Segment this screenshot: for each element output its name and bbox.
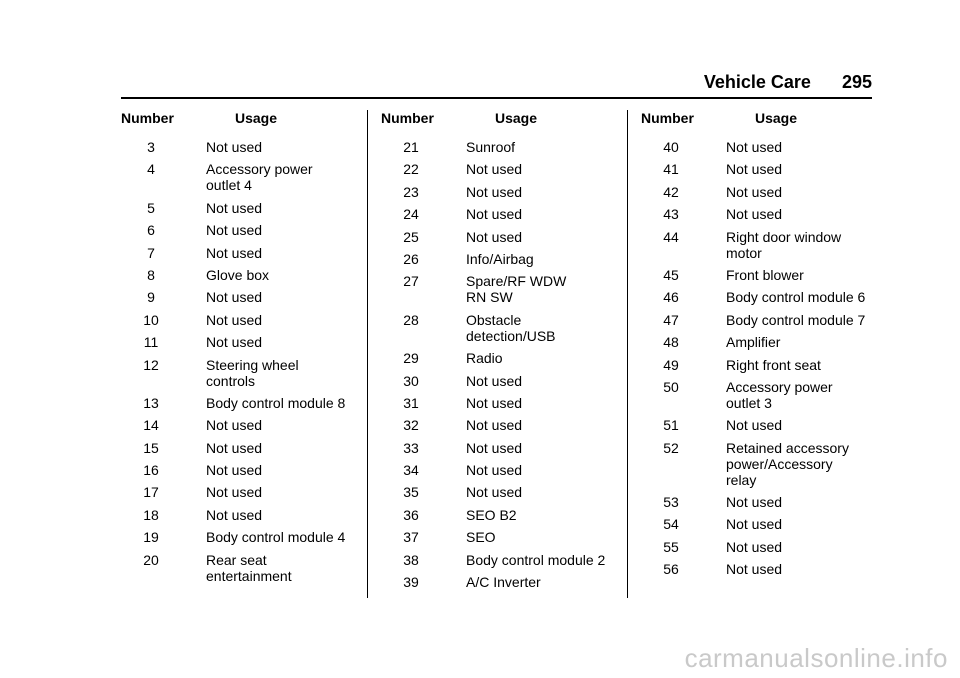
table-row	[121, 462, 369, 478]
fuse-number: 3	[147, 139, 155, 155]
fuse-number: 14	[143, 417, 159, 434]
table-row	[381, 484, 629, 500]
fuse-usage: Not used	[466, 228, 523, 245]
fuse-usage: Glove box	[206, 266, 270, 283]
fuse-number: 43	[663, 206, 679, 223]
fuse-usage: Not used	[206, 462, 263, 479]
table-row	[641, 494, 889, 510]
fuse-usage: Steering wheel controls	[206, 356, 299, 389]
table-row	[641, 161, 889, 177]
fuse-number: 45	[663, 266, 679, 283]
fuse-usage: Not used	[466, 206, 523, 223]
page-number: 295	[841, 72, 872, 92]
fuse-number: 36	[403, 506, 419, 523]
fuse-usage: Info/Airbag	[466, 250, 534, 267]
fuse-usage: Not used	[466, 484, 523, 501]
header-rule	[121, 97, 872, 99]
column-header	[121, 110, 369, 126]
fuse-usage: Amplifier	[726, 334, 781, 351]
section-title: Vehicle Care	[703, 72, 811, 92]
fuse-usage: Body control module 4	[206, 529, 346, 546]
table-row	[641, 516, 889, 532]
number-header: Number	[641, 110, 694, 126]
fuse-number: 44	[663, 228, 679, 245]
table-row	[381, 312, 629, 344]
fuse-usage: Obstacle detection/USB	[466, 311, 556, 344]
fuse-number: 54	[663, 516, 679, 533]
row-list	[381, 139, 629, 590]
table-row	[641, 440, 889, 488]
fuse-usage: Not used	[726, 561, 783, 578]
fuse-usage: Not used	[206, 311, 263, 328]
table-row	[121, 507, 369, 523]
column-header	[381, 110, 629, 126]
fuse-number: 31	[403, 394, 419, 411]
table-row	[641, 184, 889, 200]
fuse-number: 55	[663, 538, 679, 555]
table-row	[121, 334, 369, 350]
fuse-table-column-1	[121, 110, 369, 590]
fuse-usage: Not used	[466, 462, 523, 479]
fuse-table-column-3	[641, 110, 889, 584]
table-row	[121, 289, 369, 305]
fuse-usage: Right door window motor	[726, 228, 842, 261]
fuse-usage: Not used	[726, 183, 783, 200]
fuse-number: 6	[147, 222, 155, 239]
fuse-number: 4	[147, 161, 155, 178]
table-row	[381, 161, 629, 177]
table-row	[121, 395, 369, 411]
fuse-number: 47	[663, 311, 679, 328]
table-row	[381, 417, 629, 433]
fuse-usage: SEO B2	[466, 506, 517, 523]
fuse-number: 11	[143, 334, 159, 351]
fuse-number: 39	[403, 574, 419, 591]
table-row	[641, 206, 889, 222]
fuse-number: 29	[403, 350, 419, 367]
fuse-usage: Not used	[726, 494, 783, 511]
fuse-number: 20	[143, 551, 159, 568]
fuse-number: 23	[403, 183, 419, 200]
fuse-usage: Sunroof	[466, 139, 516, 155]
fuse-number: 27	[403, 273, 419, 290]
fuse-usage: Not used	[726, 161, 783, 178]
table-row	[381, 251, 629, 267]
fuse-number: 52	[663, 439, 679, 456]
table-row	[121, 139, 369, 155]
fuse-number: 40	[663, 139, 679, 155]
fuse-usage: Right front seat	[726, 356, 821, 373]
fuse-number: 30	[403, 372, 419, 389]
number-header: Number	[121, 110, 174, 126]
fuse-number: 16	[143, 462, 159, 479]
fuse-usage: Not used	[206, 439, 263, 456]
fuse-usage: Retained accessory power/Accessory relay	[726, 439, 849, 488]
row-list	[121, 139, 369, 584]
fuse-number: 19	[143, 529, 159, 546]
fuse-usage: Not used	[466, 161, 523, 178]
fuse-usage: Body control module 7	[726, 311, 866, 328]
table-row	[641, 417, 889, 433]
fuse-number: 18	[143, 506, 159, 523]
fuse-number: 41	[663, 161, 679, 178]
number-header: Number	[381, 110, 434, 126]
table-row	[121, 245, 369, 261]
table-row	[121, 222, 369, 238]
fuse-number: 17	[143, 484, 159, 501]
fuse-number: 12	[143, 356, 159, 373]
fuse-usage: Not used	[206, 289, 263, 306]
fuse-number: 28	[403, 311, 419, 328]
fuse-usage: Not used	[726, 139, 783, 155]
fuse-usage: Body control module 8	[206, 394, 346, 411]
table-row	[641, 561, 889, 577]
fuse-usage: Not used	[206, 244, 263, 261]
fuse-usage: Not used	[466, 439, 523, 456]
fuse-usage: Not used	[726, 417, 783, 434]
fuse-number: 33	[403, 439, 419, 456]
fuse-number: 34	[403, 462, 419, 479]
table-row	[381, 273, 629, 305]
fuse-number: 21	[403, 139, 419, 155]
usage-header: Usage	[755, 110, 798, 126]
fuse-number: 32	[403, 417, 419, 434]
row-list	[641, 139, 889, 577]
table-row	[121, 440, 369, 456]
fuse-number: 24	[403, 206, 419, 223]
fuse-number: 15	[143, 439, 159, 456]
table-row	[381, 184, 629, 200]
column-header	[641, 110, 889, 126]
fuse-usage: Not used	[206, 506, 263, 523]
fuse-usage: Not used	[466, 394, 523, 411]
fuse-usage: A/C Inverter	[466, 574, 541, 591]
fuse-usage: Not used	[206, 417, 263, 434]
table-row	[641, 539, 889, 555]
table-row	[381, 507, 629, 523]
fuse-number: 48	[663, 334, 679, 351]
table-row	[381, 529, 629, 545]
table-row	[641, 267, 889, 283]
table-row	[381, 574, 629, 590]
fuse-number: 35	[403, 484, 419, 501]
table-row	[381, 462, 629, 478]
fuse-usage: Accessory power outlet 4	[206, 161, 313, 194]
fuse-usage: Body control module 2	[466, 551, 606, 568]
fuse-usage: Not used	[206, 484, 263, 501]
fuse-usage: Spare/RF WDW RN SW	[466, 273, 567, 306]
fuse-usage: Not used	[466, 417, 523, 434]
fuse-number: 56	[663, 561, 679, 578]
table-row	[121, 417, 369, 433]
table-row	[381, 350, 629, 366]
table-row	[381, 206, 629, 222]
fuse-number: 8	[147, 266, 155, 283]
table-row	[121, 552, 369, 584]
table-row	[641, 312, 889, 328]
fuse-usage: Not used	[466, 183, 523, 200]
table-row	[121, 484, 369, 500]
fuse-usage: Not used	[726, 516, 783, 533]
table-row	[641, 139, 889, 155]
fuse-usage: Not used	[206, 334, 263, 351]
fuse-usage: Body control module 6	[726, 289, 866, 306]
fuse-number: 42	[663, 183, 679, 200]
fuse-number: 50	[663, 378, 679, 395]
fuse-usage: Front blower	[726, 266, 804, 283]
fuse-number: 53	[663, 494, 679, 511]
fuse-number: 49	[663, 356, 679, 373]
table-row	[381, 440, 629, 456]
usage-header: Usage	[235, 110, 278, 126]
fuse-number: 25	[403, 228, 419, 245]
fuse-usage: Rear seat entertainment	[206, 551, 292, 584]
fuse-usage: Not used	[466, 372, 523, 389]
fuse-number: 26	[403, 250, 419, 267]
fuse-usage: Not used	[206, 139, 263, 155]
table-row	[381, 552, 629, 568]
fuse-number: 22	[403, 161, 419, 178]
table-row	[121, 529, 369, 545]
table-row	[641, 334, 889, 350]
table-row	[381, 139, 629, 155]
table-row	[121, 312, 369, 328]
fuse-number: 9	[147, 289, 155, 306]
table-row	[641, 289, 889, 305]
fuse-number: 46	[663, 289, 679, 306]
fuse-usage: SEO	[466, 529, 496, 546]
fuse-usage: Accessory power outlet 3	[726, 378, 833, 411]
fuse-usage: Not used	[206, 199, 263, 216]
table-row	[121, 357, 369, 389]
fuse-usage: Not used	[726, 206, 783, 223]
fuse-number: 51	[663, 417, 679, 434]
fuse-number: 7	[147, 244, 155, 261]
table-row	[641, 229, 889, 261]
table-row	[381, 395, 629, 411]
watermark: carmanualsonline.info	[684, 643, 948, 673]
fuse-table-column-2	[381, 110, 629, 596]
page-header	[704, 71, 872, 93]
table-row	[641, 379, 889, 411]
fuse-number: 5	[147, 199, 155, 216]
fuse-usage: Not used	[206, 222, 263, 239]
table-row	[121, 161, 369, 193]
fuse-number: 13	[143, 394, 159, 411]
table-row	[121, 267, 369, 283]
usage-header: Usage	[495, 110, 538, 126]
table-row	[641, 357, 889, 373]
fuse-usage: Radio	[466, 350, 503, 367]
fuse-number: 10	[143, 311, 159, 328]
table-row	[381, 229, 629, 245]
fuse-usage: Not used	[726, 538, 783, 555]
fuse-number: 38	[403, 551, 419, 568]
table-row	[121, 200, 369, 216]
fuse-number: 37	[403, 529, 419, 546]
table-row	[381, 373, 629, 389]
